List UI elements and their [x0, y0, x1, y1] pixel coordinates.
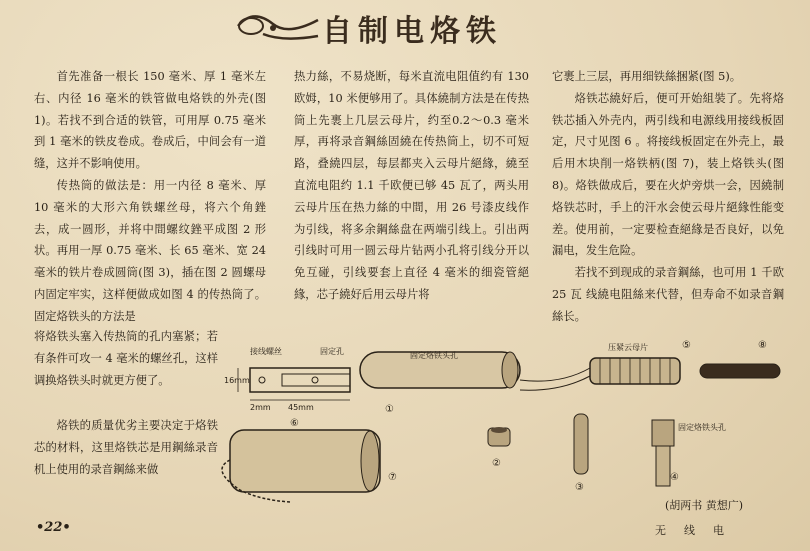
- dim-16mm: 16mm: [224, 376, 250, 385]
- column-1: [34, 66, 266, 328]
- column-1-quality: [34, 415, 218, 480]
- dim-45mm: 45mm: [288, 403, 314, 412]
- label-fix-tip-hole-1: 固定烙铁头孔: [410, 351, 458, 360]
- figure-2-nut: [488, 427, 510, 469]
- page-number: •22•: [36, 520, 71, 535]
- column-2: [294, 66, 529, 306]
- label-mica-press: 压紧云母片: [608, 343, 648, 352]
- paragraph-outer-shell: 首先准备一根长 150 毫米、厚 1 毫米左右、内径 16 毫米的铁管做电烙铁的外壳(图 1)。若找不到合适的铁管，可用厚 0.75 毫米到 1 毫米的铁皮卷成。卷成后，中间会有一道缝，这并不影响使用。: [34, 70, 266, 171]
- figure-6-terminal-board: [224, 346, 350, 429]
- magazine-name: 无线电: [655, 524, 742, 537]
- paragraph-mica-wrap: 它裹上三层，再用细铁絲捆紧(图 5)。: [552, 70, 742, 83]
- figure-number-3: ③: [575, 482, 584, 493]
- figure-8-tip: [700, 340, 780, 378]
- figure-3-tube: [574, 414, 588, 493]
- column-1-continued: [34, 326, 218, 391]
- label-terminal-screw: 接线螺丝: [250, 347, 282, 356]
- figure-number-4: ④: [670, 472, 679, 483]
- figure-number-6: ⑥: [290, 418, 299, 429]
- figure-number-8: ⑧: [758, 340, 767, 351]
- figure-4-heat-tube: [652, 420, 726, 486]
- label-fix-hole: 固定孔: [320, 347, 344, 356]
- article-title: 自制电烙铁: [322, 14, 502, 49]
- paragraph-substitute: 若找不到现成的录音鋼絲，也可用 1 千欧 25 瓦 线繞电阻絲来代替，但寿命不如录音鋼絲长。: [552, 266, 784, 323]
- assembly-figure: [220, 330, 800, 520]
- column-3: [552, 66, 784, 328]
- figure-number-7: ⑦: [388, 472, 397, 483]
- paragraph-heat-tube: 传热筒的做法是：用一内径 8 毫米、厚 10 毫米的大形六角铁螺丝母，将六个角銼去，成一圆形，并将中間螺纹銼平成图 2 形状。再用一厚 0.75 毫米、长 65 毫米、宽 24 毫米的铁片卷成圆筒(图 3)，插在图 2 圆螺母内固定牢实，这样便做成如图 4 的传热筒了。固定烙铁头的方法是: [34, 178, 266, 323]
- author-credit: (胡两书 黄想广): [665, 499, 744, 512]
- paragraph-winding: 热力絲，不易烧断，每米直流电阻值约有 130 欧姆，10 米便够用了。具体繞制方法是在传热筒上先裹上几层云母片，约至0.2～0.3 毫米厚，再将录音鋼絲固繞在传热筒上，切不可短路，叠繞四层，每层都夹入云母片絕緣，繞至直流电阻约 1.1 千欧便已够 45 瓦了，两头用云母片压在热力絲的中間，用 26 号漆皮线作为引线，将多余鋼絲盘在两端引线上。引出两引线时可用一圆云母片钻两小孔将引线分开以免互碰，引线要套上直径 4 毫米的细瓷管絕緣，芯子繞好后用云母片将: [294, 70, 529, 301]
- figure-number-5: ⑤: [682, 340, 691, 351]
- figure-7-handle: [222, 430, 397, 502]
- title-logo-icon: [233, 6, 323, 48]
- paragraph-assembly: 烙铁芯繞好后，便可开始組裝了。先将烙铁芯插入外壳内，两引线和电源线用接线板固定，尺寸见图 6 。将接线板固定在外壳上，最后用木块削一烙铁柄(图 7)，装上烙铁头(图 8)。烙铁做成后，要在火炉旁烘一会，因繞制烙铁芯时，手上的汗水会使云母片絕緣性能变差。使用前，一定要检查絕緣是否良好，以免漏电，发生危险。: [552, 91, 784, 258]
- dim-2mm: 2mm: [250, 403, 271, 412]
- paragraph-core-material: 烙铁的质量优劣主要决定于烙铁芯的材料，这里烙铁芯是用鋼絲录音机上使用的录音鋼絲来做: [34, 419, 218, 476]
- label-fix-tip-hole-2: 固定烙铁头孔: [678, 423, 726, 432]
- figure-5-core: [520, 340, 691, 390]
- paragraph-fix-tip: 将烙铁头塞入传热筒的孔内塞紧；若有条件可攻一 4 毫米的螺丝孔，这样调换烙铁头时就更方便了。: [34, 330, 218, 387]
- figure-number-2: ②: [492, 458, 501, 469]
- figure-1-shell: [360, 350, 520, 415]
- figure-number-1: ①: [385, 404, 394, 415]
